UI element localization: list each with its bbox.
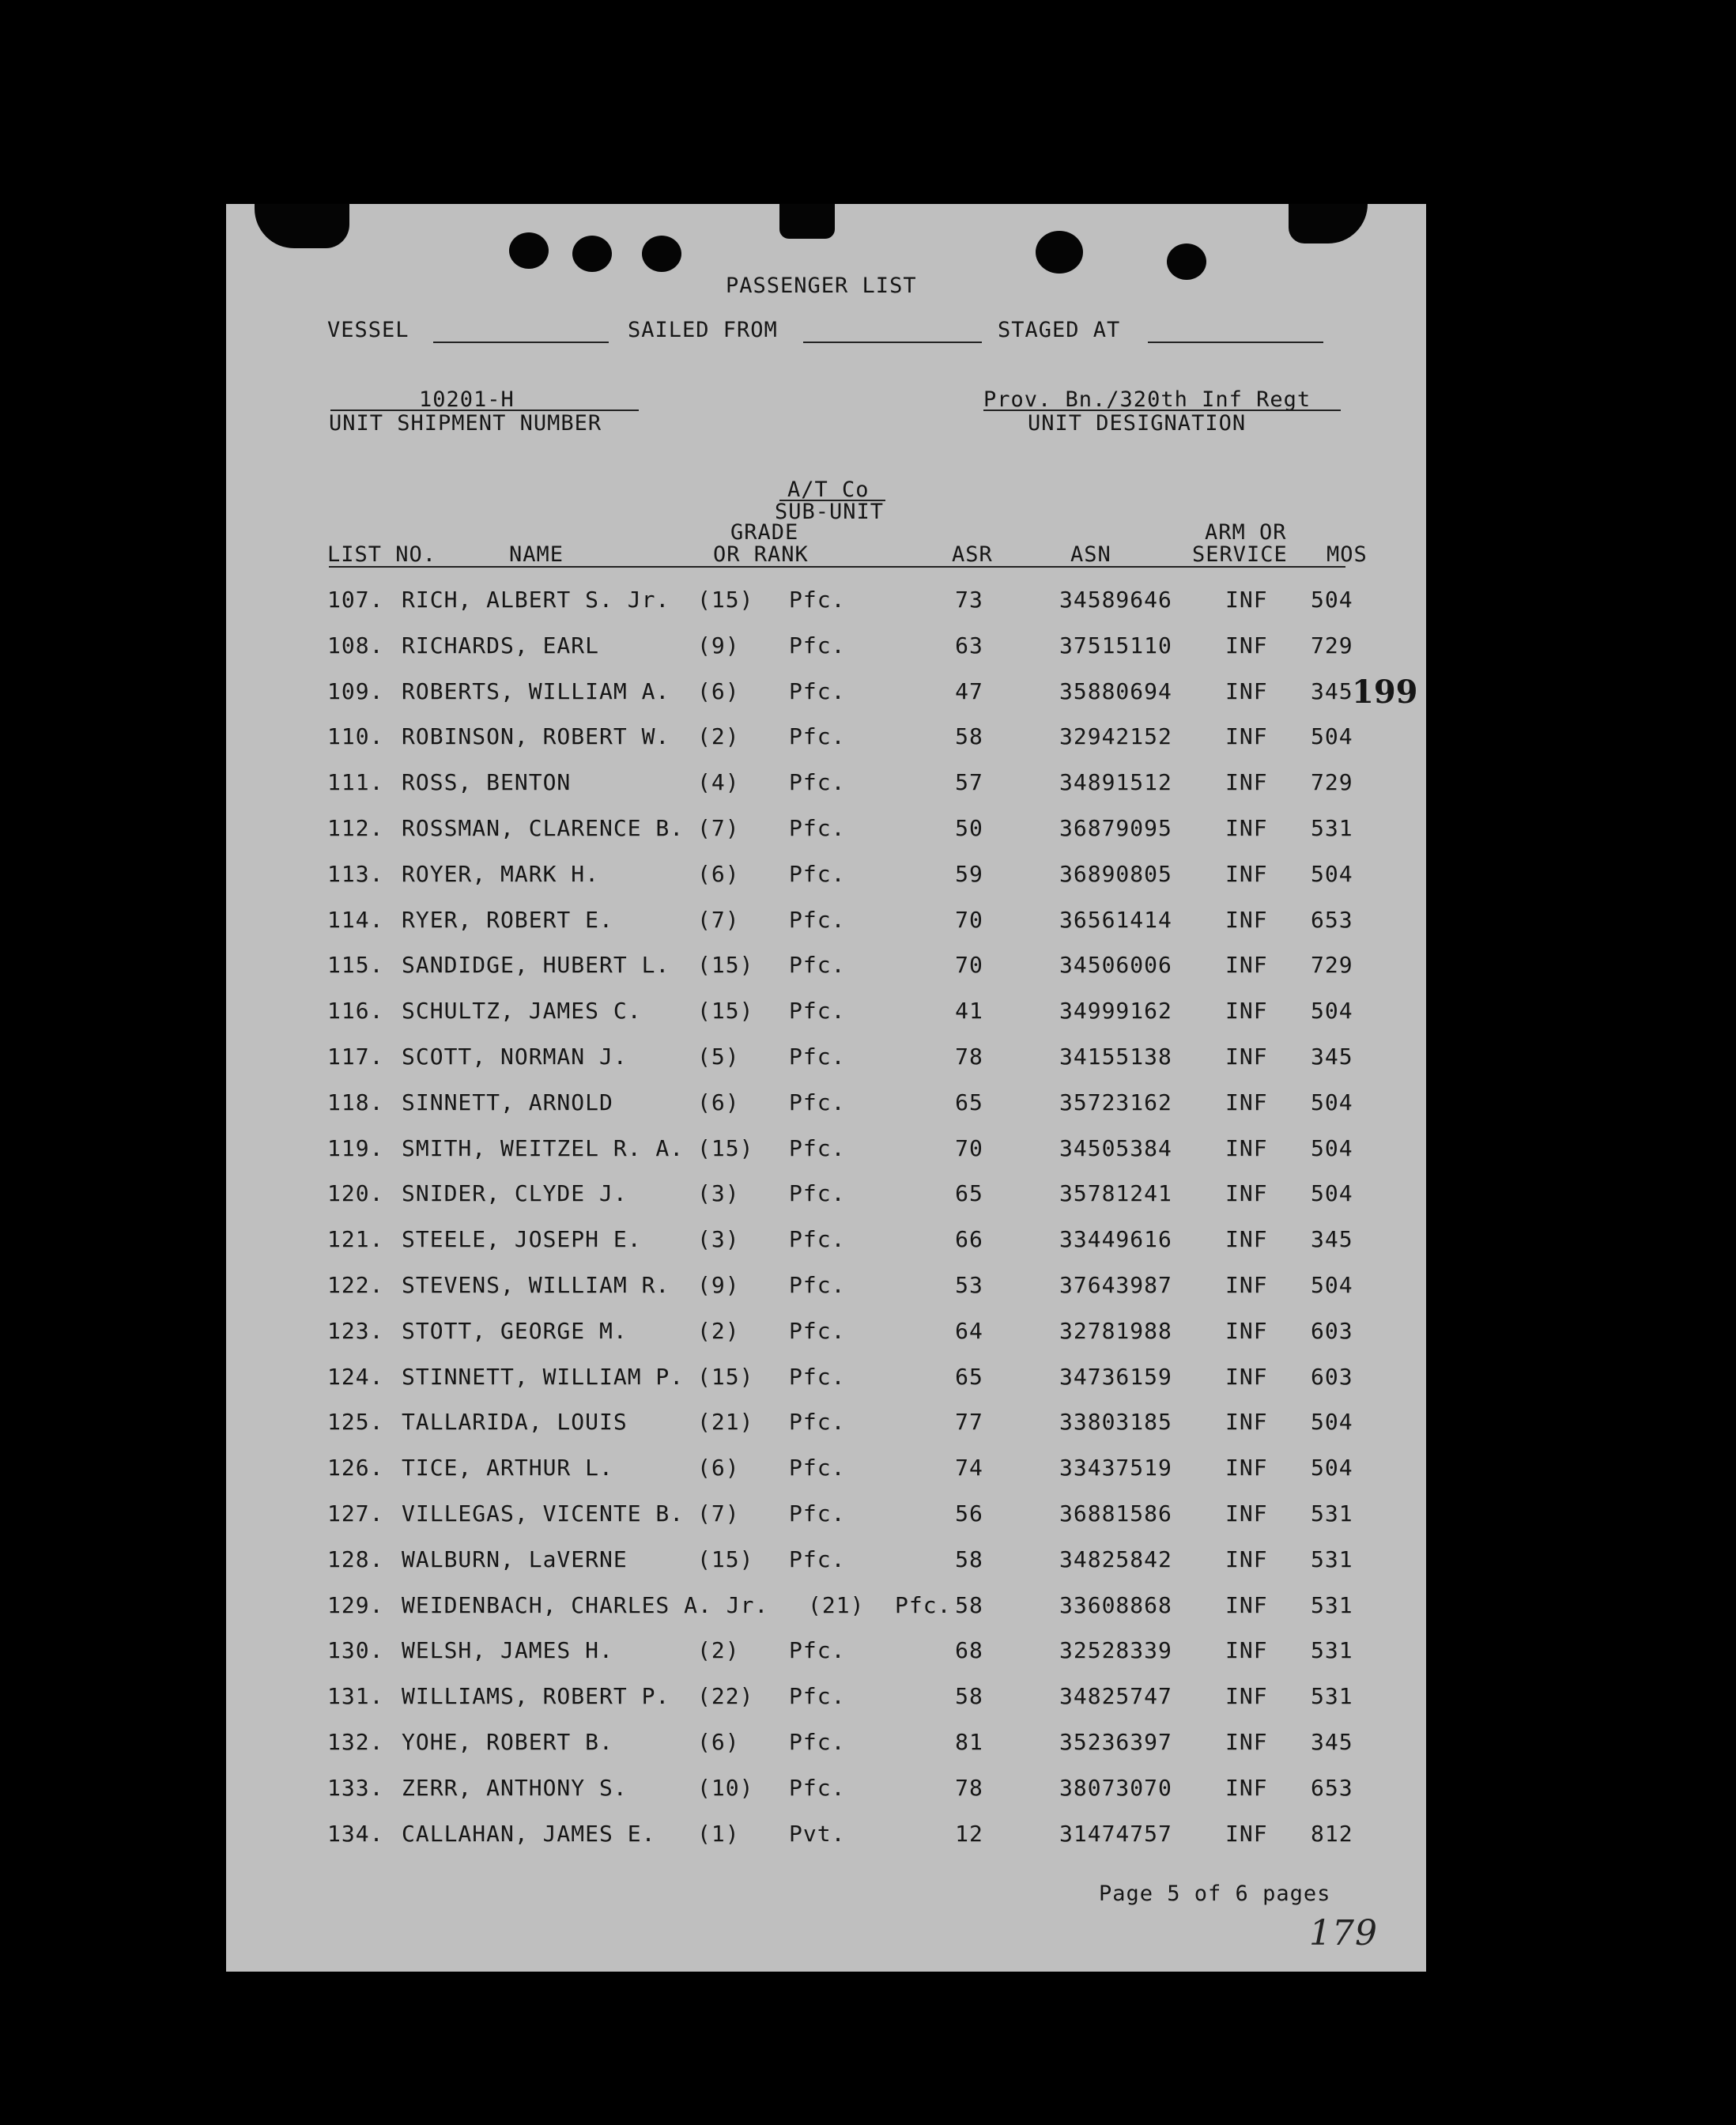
row-name: WALBURN, LaVERNE [402,1546,628,1572]
row-mos: 504 [1311,1089,1353,1115]
row-grade: Pfc. [789,861,846,887]
row-number: (9) [697,632,740,659]
row-name: RYER, ROBERT E. [402,907,613,933]
row-asn: 34589646 [1059,587,1172,613]
row-number: (7) [697,907,740,933]
row-asn: 31474757 [1059,1821,1172,1847]
row-number: (6) [697,1089,740,1115]
table-row [226,1409,1426,1440]
row-name: SCHULTZ, JAMES C. [402,998,642,1024]
row-list-no: 116. [327,998,384,1024]
row-number: (10) [697,1775,754,1801]
row-list-no: 130. [327,1637,384,1663]
unit-designation-label: UNIT DESIGNATION [1028,411,1247,436]
row-mos: 504 [1311,998,1353,1024]
row-number: (15) [697,1135,754,1161]
row-asr: 70 [955,1135,983,1161]
row-mos: 531 [1311,1637,1353,1663]
row-number: (6) [697,678,740,704]
shipment-number-label: UNIT SHIPMENT NUMBER [329,411,602,436]
row-arm: INF [1225,1364,1268,1390]
row-arm: INF [1225,1226,1268,1252]
row-asn: 34505384 [1059,1135,1172,1161]
row-asn: 34825842 [1059,1546,1172,1572]
row-name: RICHARDS, EARL [402,632,600,659]
row-mos: 504 [1311,723,1353,749]
row-asr: 70 [955,952,983,978]
row-mos: 531 [1311,1500,1353,1527]
row-asn: 32781988 [1059,1318,1172,1344]
row-asr: 77 [955,1409,983,1435]
page-count: Page 5 of 6 pages [1099,1882,1331,1906]
table-row [226,1226,1426,1258]
row-list-no: 118. [327,1089,384,1115]
row-list-no: 122. [327,1272,384,1298]
staple-notch [779,204,835,239]
row-asr: 65 [955,1364,983,1390]
col-mos: MOS [1327,542,1368,567]
table-row [226,1089,1426,1121]
table-row [226,998,1426,1029]
row-name: SANDIDGE, HUBERT L. [402,952,670,978]
row-grade: Pfc. [789,1455,846,1481]
row-grade: Pfc. [789,678,846,704]
row-mos: 345 [1311,1044,1353,1070]
row-asn: 36881586 [1059,1500,1172,1527]
row-number: (3) [697,1180,740,1206]
row-asr: 57 [955,769,983,795]
row-asr: 50 [955,815,983,841]
torn-corner-left [255,204,349,248]
row-grade: Pfc. [789,907,846,933]
row-number: (15) [697,952,754,978]
passenger-list-sheet [226,204,1426,1972]
punch-hole [509,232,549,269]
row-mos: 603 [1311,1318,1353,1344]
row-arm: INF [1225,1455,1268,1481]
row-number: (15) [697,587,754,613]
row-grade: Pfc. [789,1364,846,1390]
row-mos: 504 [1311,587,1353,613]
row-grade: Pfc. [789,1637,846,1663]
table-row [226,587,1426,618]
row-list-no: 120. [327,1180,384,1206]
col-asr: ASR [952,542,993,567]
table-row [226,1364,1426,1395]
row-asr: 53 [955,1272,983,1298]
row-arm: INF [1225,1044,1268,1070]
table-row [226,1318,1426,1349]
table-row [226,815,1426,847]
row-grade: Pfc. [789,1683,846,1709]
sub-unit-label: SUB-UNIT [775,500,885,524]
row-name: SINNETT, ARNOLD [402,1089,613,1115]
row-name: SCOTT, NORMAN J. [402,1044,628,1070]
row-mos: 812 [1311,1821,1353,1847]
row-arm: INF [1225,1089,1268,1115]
row-number: (4) [697,769,740,795]
row-mos: 504 [1311,1409,1353,1435]
row-arm: INF [1225,815,1268,841]
row-mos: 729 [1311,769,1353,795]
row-arm: INF [1225,1592,1268,1618]
row-name: STEVENS, WILLIAM R. [402,1272,670,1298]
col-name: NAME [509,542,564,567]
row-number: (15) [697,1364,754,1390]
row-arm: INF [1225,1683,1268,1709]
table-row [226,952,1426,983]
row-list-no: 112. [327,815,384,841]
col-grade-bottom: OR RANK [713,542,809,567]
row-arm: INF [1225,998,1268,1024]
row-asn: 33608868 [1059,1592,1172,1618]
row-asn: 34506006 [1059,952,1172,978]
row-grade: Pfc. [789,1409,846,1435]
row-arm: INF [1225,907,1268,933]
row-asn: 35723162 [1059,1089,1172,1115]
row-asr: 68 [955,1637,983,1663]
row-asr: 65 [955,1089,983,1115]
row-asn: 33449616 [1059,1226,1172,1252]
table-row [226,1180,1426,1212]
row-asn: 38073070 [1059,1775,1172,1801]
row-grade: Pfc. [789,587,846,613]
row-arm: INF [1225,1180,1268,1206]
row-number: (6) [697,861,740,887]
row-mos: 729 [1311,632,1353,659]
row-mos: 653 [1311,907,1353,933]
row-asr: 81 [955,1729,983,1755]
row-list-no: 126. [327,1455,384,1481]
row-mos: 504 [1311,861,1353,887]
row-arm: INF [1225,1500,1268,1527]
row-asn: 34155138 [1059,1044,1172,1070]
row-asn: 37643987 [1059,1272,1172,1298]
row-name: RICH, ALBERT S. Jr. [402,587,670,613]
row-asn: 37515110 [1059,632,1172,659]
row-grade: Pfc. [895,1592,952,1618]
row-arm: INF [1225,952,1268,978]
table-row [226,1821,1426,1852]
row-mos: 531 [1311,1546,1353,1572]
row-number: (7) [697,815,740,841]
row-name: WELSH, JAMES H. [402,1637,613,1663]
table-row [226,678,1426,710]
row-name: ROSS, BENTON [402,769,572,795]
table-row [226,723,1426,755]
stamp-number: 199 [1352,674,1418,711]
row-list-no: 119. [327,1135,384,1161]
row-asr: 12 [955,1821,983,1847]
row-grade: Pfc. [789,1500,846,1527]
row-asr: 73 [955,587,983,613]
punch-hole [1036,231,1083,274]
row-arm: INF [1225,769,1268,795]
row-asr: 58 [955,1592,983,1618]
row-mos: 531 [1311,1683,1353,1709]
row-asn: 35880694 [1059,678,1172,704]
row-list-no: 113. [327,861,384,887]
row-mos: 504 [1311,1135,1353,1161]
row-asr: 56 [955,1500,983,1527]
row-number: (15) [697,1546,754,1572]
row-arm: INF [1225,1775,1268,1801]
row-asr: 64 [955,1318,983,1344]
row-mos: 531 [1311,1592,1353,1618]
row-asn: 36561414 [1059,907,1172,933]
row-name: WEIDENBACH, CHARLES A. Jr. [402,1592,769,1618]
row-grade: Pfc. [789,1180,846,1206]
row-name: TALLARIDA, LOUIS [402,1409,628,1435]
row-list-no: 115. [327,952,384,978]
row-number: (21) [808,1592,865,1618]
row-asr: 41 [955,998,983,1024]
row-asn: 34891512 [1059,769,1172,795]
punch-hole [1167,243,1206,280]
table-row [226,1455,1426,1486]
row-name: CALLAHAN, JAMES E. [402,1821,656,1847]
table-row [226,1044,1426,1075]
row-grade: Pfc. [789,1318,846,1344]
shipment-number: 10201-H [419,387,515,412]
row-asn: 32942152 [1059,723,1172,749]
row-name: STINNETT, WILLIAM P. [402,1364,685,1390]
row-asr: 78 [955,1044,983,1070]
row-asn: 32528339 [1059,1637,1172,1663]
row-arm: INF [1225,632,1268,659]
row-asr: 58 [955,1683,983,1709]
row-name: SNIDER, CLYDE J. [402,1180,628,1206]
row-arm: INF [1225,1318,1268,1344]
row-mos: 504 [1311,1455,1353,1481]
row-name: SMITH, WEITZEL R. A. [402,1135,685,1161]
row-list-no: 117. [327,1044,384,1070]
row-list-no: 114. [327,907,384,933]
row-grade: Pfc. [789,1775,846,1801]
row-list-no: 110. [327,723,384,749]
row-list-no: 129. [327,1592,384,1618]
row-number: (6) [697,1455,740,1481]
row-arm: INF [1225,1409,1268,1435]
table-row [226,1775,1426,1806]
row-arm: INF [1225,1821,1268,1847]
sailed-from-label: SAILED FROM [628,318,778,342]
col-grade-top: GRADE [730,520,799,545]
row-grade: Pfc. [789,952,846,978]
row-grade: Pfc. [789,815,846,841]
row-list-no: 111. [327,769,384,795]
row-mos: 345 [1311,678,1353,704]
row-grade: Pfc. [789,1272,846,1298]
row-grade: Pfc. [789,769,846,795]
row-list-no: 133. [327,1775,384,1801]
row-list-no: 134. [327,1821,384,1847]
row-grade: Pvt. [789,1821,846,1847]
row-number: (1) [697,1821,740,1847]
row-list-no: 128. [327,1546,384,1572]
row-asn: 33803185 [1059,1409,1172,1435]
row-name: VILLEGAS, VICENTE B. [402,1500,685,1527]
row-list-no: 107. [327,587,384,613]
torn-corner-right [1289,204,1368,243]
row-number: (15) [697,998,754,1024]
row-list-no: 127. [327,1500,384,1527]
row-arm: INF [1225,587,1268,613]
row-number: (9) [697,1272,740,1298]
header-rule [329,566,1345,568]
vessel-blank [433,342,609,343]
row-name: ROYER, MARK H. [402,861,600,887]
row-number: (22) [697,1683,754,1709]
row-list-no: 109. [327,678,384,704]
row-number: (3) [697,1226,740,1252]
row-asn: 35781241 [1059,1180,1172,1206]
row-mos: 504 [1311,1272,1353,1298]
row-asn: 36890805 [1059,861,1172,887]
row-arm: INF [1225,1546,1268,1572]
row-list-no: 125. [327,1409,384,1435]
table-row [226,1272,1426,1304]
row-arm: INF [1225,678,1268,704]
staged-at-label: STAGED AT [998,318,1121,342]
row-number: (2) [697,723,740,749]
row-asn: 34825747 [1059,1683,1172,1709]
row-asr: 63 [955,632,983,659]
row-name: STEELE, JOSEPH E. [402,1226,642,1252]
row-number: (7) [697,1500,740,1527]
handwritten-number: 179 [1309,1913,1378,1953]
row-list-no: 123. [327,1318,384,1344]
row-name: YOHE, ROBERT B. [402,1729,613,1755]
row-asr: 78 [955,1775,983,1801]
row-asn: 34736159 [1059,1364,1172,1390]
table-row [226,769,1426,801]
row-number: (21) [697,1409,754,1435]
row-mos: 345 [1311,1729,1353,1755]
table-row [226,1683,1426,1715]
row-list-no: 132. [327,1729,384,1755]
row-grade: Pfc. [789,723,846,749]
row-number: (5) [697,1044,740,1070]
row-grade: Pfc. [789,1729,846,1755]
col-arm-bottom: SERVICE [1192,542,1288,567]
row-arm: INF [1225,861,1268,887]
row-arm: INF [1225,1729,1268,1755]
row-mos: 531 [1311,815,1353,841]
row-asr: 58 [955,723,983,749]
row-grade: Pfc. [789,1044,846,1070]
row-arm: INF [1225,723,1268,749]
col-asn: ASN [1070,542,1111,567]
sailed-from-blank [803,342,982,343]
col-arm-top: ARM OR [1205,520,1287,545]
row-grade: Pfc. [789,632,846,659]
row-number: (2) [697,1637,740,1663]
row-mos: 653 [1311,1775,1353,1801]
table-row [226,1637,1426,1669]
table-row [226,861,1426,893]
row-asn: 34999162 [1059,998,1172,1024]
row-asr: 66 [955,1226,983,1252]
table-row [226,1592,1426,1624]
table-row [226,632,1426,664]
table-row [226,1729,1426,1761]
row-name: ROBINSON, ROBERT W. [402,723,670,749]
row-asr: 70 [955,907,983,933]
row-name: ZERR, ANTHONY S. [402,1775,628,1801]
row-name: ROSSMAN, CLARENCE B. [402,815,685,841]
page-title: PASSENGER LIST [726,274,917,298]
row-mos: 603 [1311,1364,1353,1390]
row-number: (6) [697,1729,740,1755]
row-asr: 74 [955,1455,983,1481]
row-grade: Pfc. [789,1226,846,1252]
row-grade: Pfc. [789,998,846,1024]
row-name: WILLIAMS, ROBERT P. [402,1683,670,1709]
table-row [226,1500,1426,1532]
row-name: STOTT, GEORGE M. [402,1318,628,1344]
table-row [226,1546,1426,1578]
row-list-no: 131. [327,1683,384,1709]
row-arm: INF [1225,1637,1268,1663]
sub-unit: A/T Co [787,477,870,502]
row-list-no: 124. [327,1364,384,1390]
row-asr: 65 [955,1180,983,1206]
unit-designation: Prov. Bn./320th Inf Regt [983,387,1311,412]
row-asr: 59 [955,861,983,887]
row-asr: 58 [955,1546,983,1572]
row-grade: Pfc. [789,1089,846,1115]
row-mos: 504 [1311,1180,1353,1206]
row-asn: 35236397 [1059,1729,1172,1755]
row-number: (2) [697,1318,740,1344]
staged-at-blank [1148,342,1323,343]
row-grade: Pfc. [789,1135,846,1161]
punch-hole [642,236,681,272]
table-row [226,907,1426,938]
row-mos: 345 [1311,1226,1353,1252]
row-grade: Pfc. [789,1546,846,1572]
punch-hole [572,236,612,272]
row-arm: INF [1225,1135,1268,1161]
col-list-no: LIST NO. [327,542,437,567]
row-asr: 47 [955,678,983,704]
row-list-no: 121. [327,1226,384,1252]
row-asn: 36879095 [1059,815,1172,841]
row-arm: INF [1225,1272,1268,1298]
row-asn: 33437519 [1059,1455,1172,1481]
row-name: TICE, ARTHUR L. [402,1455,613,1481]
table-row [226,1135,1426,1167]
vessel-label: VESSEL [327,318,409,342]
row-name: ROBERTS, WILLIAM A. [402,678,670,704]
row-mos: 729 [1311,952,1353,978]
row-list-no: 108. [327,632,384,659]
